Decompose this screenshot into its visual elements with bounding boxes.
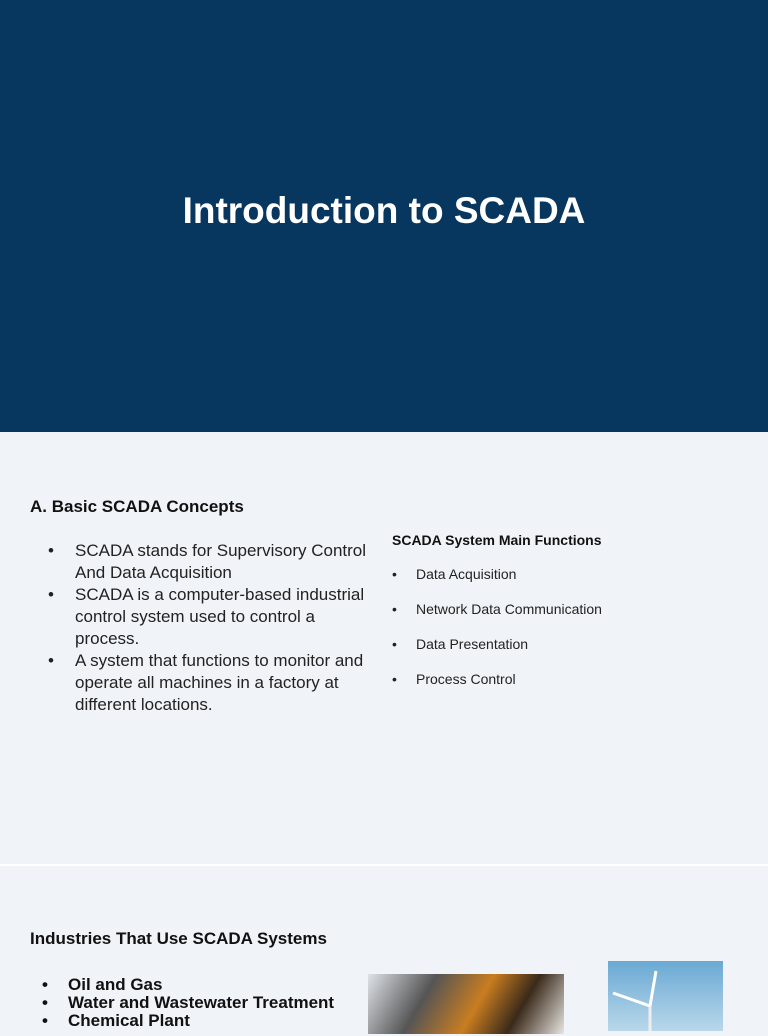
concepts-list	[30, 540, 370, 716]
title-banner	[0, 0, 768, 432]
functions-list	[392, 566, 602, 706]
list-item: • Process Control	[392, 671, 602, 706]
concepts-section	[0, 432, 768, 864]
list-item: • SCADA stands for Supervisory Control And Data Acquisition	[30, 540, 370, 584]
list-item: • Chemical Plant	[30, 1012, 334, 1030]
list-item: • Oil and Gas	[30, 976, 334, 994]
functions-heading: SCADA System Main Functions	[392, 532, 602, 548]
industries-section	[0, 866, 768, 1030]
page-title: Introduction to SCADA	[182, 190, 586, 231]
industries-list	[30, 976, 334, 1030]
list-item: • Network Data Communication	[392, 601, 602, 636]
list-item: • Data Presentation	[392, 636, 602, 671]
mining-excavator-image	[368, 974, 564, 1034]
concepts-heading: A. Basic SCADA Concepts	[30, 497, 244, 516]
list-item: • Data Acquisition	[392, 566, 602, 601]
list-item: • A system that functions to monitor and operate all machines in a factory at different locations.	[30, 650, 370, 716]
list-item: • SCADA is a computer-based industrial control system used to control a process.	[30, 584, 370, 650]
wind-turbine-icon	[608, 961, 723, 1031]
industries-heading: Industries That Use SCADA Systems	[30, 929, 327, 948]
list-item: • Water and Wastewater Treatment	[30, 994, 334, 1012]
wind-turbine-image	[608, 961, 723, 1031]
